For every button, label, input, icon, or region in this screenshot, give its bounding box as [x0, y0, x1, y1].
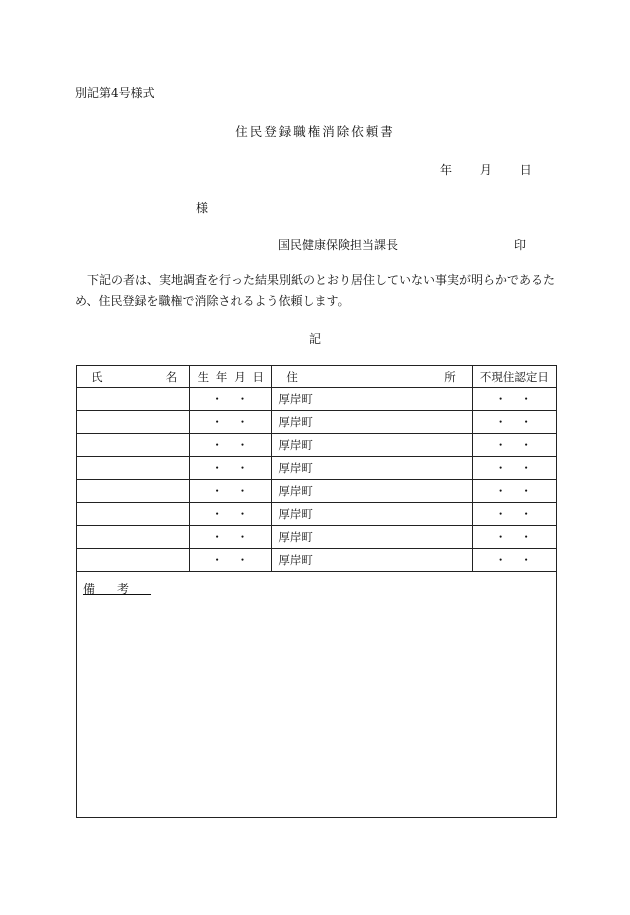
header-address-char-1: 住 [286, 369, 298, 384]
name-cell [77, 526, 190, 549]
birth-date-cell: ・・ [190, 434, 272, 457]
header-address [272, 366, 472, 388]
header-address-char-2: 所 [444, 369, 456, 384]
ki-heading: 記 [308, 332, 321, 346]
remarks-label: 備考 [83, 582, 152, 596]
name-cell [77, 480, 190, 503]
date-year-label: 年 [440, 163, 453, 177]
name-cell [77, 434, 190, 457]
table-row [77, 503, 557, 526]
table-row [77, 526, 557, 549]
table-row [77, 411, 557, 434]
address-cell: 厚岸町 [272, 480, 472, 503]
name-cell [77, 388, 190, 411]
table-row [77, 434, 557, 457]
form-id: 別記第4号様式 [75, 86, 155, 100]
name-cell [77, 457, 190, 480]
table-row [77, 457, 557, 480]
header-non-resident-date: 不現住認定日 [472, 366, 556, 388]
birth-date-cell: ・・ [190, 480, 272, 503]
seal-mark: 印 [514, 238, 527, 252]
non-resident-date-cell: ・・ [472, 480, 556, 503]
records-table [76, 365, 557, 572]
header-name-char-1: 氏 [91, 369, 103, 384]
table-row [77, 549, 557, 572]
header-name [77, 366, 190, 388]
birth-date-cell: ・・ [190, 503, 272, 526]
table-header-row [77, 366, 557, 388]
address-cell: 厚岸町 [272, 526, 472, 549]
non-resident-date-cell: ・・ [472, 526, 556, 549]
non-resident-date-cell: ・・ [472, 411, 556, 434]
name-cell [77, 503, 190, 526]
document-title: 住民登録職権消除依頼書 [235, 124, 395, 139]
header-birth-char-1: 生 [197, 369, 210, 384]
address-cell: 厚岸町 [272, 457, 472, 480]
sender-title: 国民健康保険担当課長 [278, 238, 399, 252]
address-cell: 厚岸町 [272, 503, 472, 526]
addressee-suffix: 様 [196, 201, 209, 215]
header-birth-date [190, 366, 272, 388]
non-resident-date-cell: ・・ [472, 549, 556, 572]
address-cell: 厚岸町 [272, 434, 472, 457]
request-body-text: 下記の者は、実地調査を行った結果別紙のとおり居住していない事実が明らかであるため、住民登録を職権で消除されるよう依頼します。 [75, 273, 556, 308]
header-birth-char-4: 日 [252, 369, 264, 384]
address-cell: 厚岸町 [272, 388, 472, 411]
name-cell [77, 411, 190, 434]
address-cell: 厚岸町 [272, 411, 472, 434]
date-day-label: 日 [519, 163, 532, 177]
date-month-label: 月 [479, 163, 492, 177]
header-birth-char-2: 年 [215, 369, 228, 384]
date-line [440, 161, 532, 178]
table-row [77, 480, 557, 503]
header-name-char-2: 名 [165, 369, 178, 384]
non-resident-date-cell: ・・ [472, 434, 556, 457]
birth-date-cell: ・・ [190, 457, 272, 480]
birth-date-cell: ・・ [190, 549, 272, 572]
birth-date-cell: ・・ [190, 411, 272, 434]
name-cell [77, 549, 190, 572]
table-row [77, 388, 557, 411]
header-birth-char-3: 月 [234, 369, 246, 384]
non-resident-date-cell: ・・ [472, 388, 556, 411]
non-resident-date-cell: ・・ [472, 457, 556, 480]
birth-date-cell: ・・ [190, 526, 272, 549]
non-resident-date-cell: ・・ [472, 503, 556, 526]
address-cell: 厚岸町 [272, 549, 472, 572]
remarks-box [76, 572, 557, 818]
birth-date-cell: ・・ [190, 388, 272, 411]
